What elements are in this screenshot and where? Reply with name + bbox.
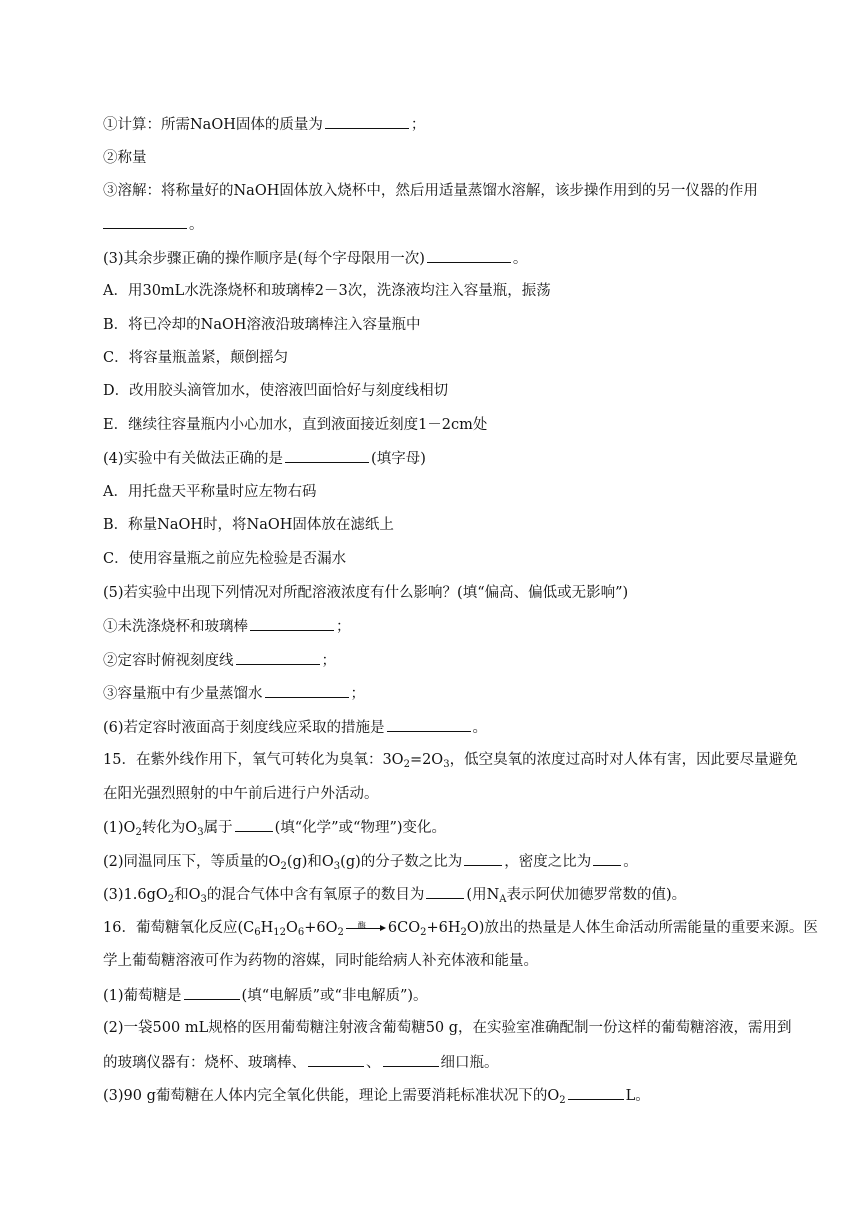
line-q6: (6)若定容时液面高于刻度线应采取的措施是 。 [103,717,764,738]
answer-blank [265,683,349,698]
option-c: C．将容量瓶盖紧，颠倒摇匀 [103,350,289,366]
answer-blank [184,985,240,1000]
answer-blank [427,248,511,263]
q4-option-c: C．使用容量瓶之前应先检验是否漏水 [103,551,347,567]
line-calc: ①计算：所需NaOH固体的质量为 ； [103,114,764,135]
q16-part3: (3)90 g葡萄糖在人体内完全氧化供能，理论上需要消耗标准状况下的$O_2$ L。 [103,1085,764,1106]
answer-blank [387,717,471,732]
line-dissolve-blank: 。 [103,214,764,235]
q15-part1: $(1)O_2$转化为$O_3$属于 (填“化学”或“物理”)变化。 [103,817,764,838]
q16-stem-line2: 学上葡萄糖溶液可作为药物的溶媒，同时能给病人补充体液和能量。 [103,953,538,969]
q15-part3: $(3)1.6gO_2$和$O_3$的混合气体中含有氧原子的数目为 (用$N_A$表示阿伏加德罗常数的值)。 [103,884,764,905]
q15-stem-line1: 15．在紫外线作用下，氧气可转化为臭氧：$3O_2=2O_3$，低空臭氧的浓度过高时对人体有害，因此要尽量避免 [103,752,798,770]
answer-blank [235,817,273,832]
q16-stem-line1: 16．葡萄糖氧化反应($C_6H_{12}O_6+6O_2$ 酶 $6CO_2+6H_2O$)放出的热量是人体生命活动所需能量的重要来源。医 [103,920,818,938]
q16-part1: (1)葡萄糖是 (填“电解质”或“非电解质”)。 [103,985,764,1006]
option-e: E．继续往容量瓶内小心加水，直到液面接近刻度1－2cm处 [103,417,488,433]
q4-option-a: A．用托盘天平称量时应左物右码 [103,484,317,500]
answer-blank [383,1052,439,1067]
line-q3: (3)其余步骤正确的操作顺序是(每个字母限用一次) 。 [103,248,764,269]
q16-part2: (2)一袋500 mL规格的医用葡萄糖注射液含葡萄糖50 g，在实验室准确配制一份这样的葡萄糖溶液，需用到 [103,1020,792,1036]
line-q4: (4)实验中有关做法正确的是 (填字母) [103,448,764,469]
answer-blank [103,214,187,229]
q5-item-2: ②定容时俯视刻度线 ； [103,650,764,671]
answer-blank [250,616,334,631]
q15-stem-line2: 在阳光强烈照射的中午前后进行户外活动。 [103,786,379,802]
answer-blank [593,851,621,866]
line-q5: (5)若实验中出现下列情况对所配溶液浓度有什么影响？(填“偏高、偏低或无影响”) [103,585,629,601]
option-b: B．将已冷却的NaOH溶液沿玻璃棒注入容量瓶中 [103,317,421,333]
reaction-arrow-icon: 酶 [346,920,386,934]
answer-blank [308,1052,364,1067]
answer-blank [325,114,409,129]
option-d: D．改用胶头滴管加水，使溶液凹面恰好与刻度线相切 [103,383,449,399]
q5-item-3: ③容量瓶中有少量蒸馏水 ； [103,683,764,704]
q5-item-1: ①未洗涤烧杯和玻璃棒 ； [103,616,764,637]
answer-blank [236,650,320,665]
answer-blank [568,1085,624,1100]
q15-part2: (2)同温同压下，等质量的$O_2(g)$和$O_3(g)$的分子数之比为 ，密度之比为 。 [103,851,764,872]
answer-blank [285,448,369,463]
q16-part2-cont: 的玻璃仪器有：烧杯、玻璃棒、 、 细口瓶。 [103,1052,764,1073]
answer-blank [464,851,502,866]
q4-option-b: B．称量NaOH时，将NaOH固体放在滤纸上 [103,517,394,533]
answer-blank [426,884,464,899]
line-weigh: ②称量 [103,150,147,166]
option-a: A．用30mL水洗涤烧杯和玻璃棒2－3次，洗涤液均注入容量瓶，振荡 [103,283,551,299]
line-dissolve: ③溶解：将称量好的NaOH固体放入烧杯中，然后用适量蒸馏水溶解，该步操作用到的另一仪器的作用 [103,183,758,199]
